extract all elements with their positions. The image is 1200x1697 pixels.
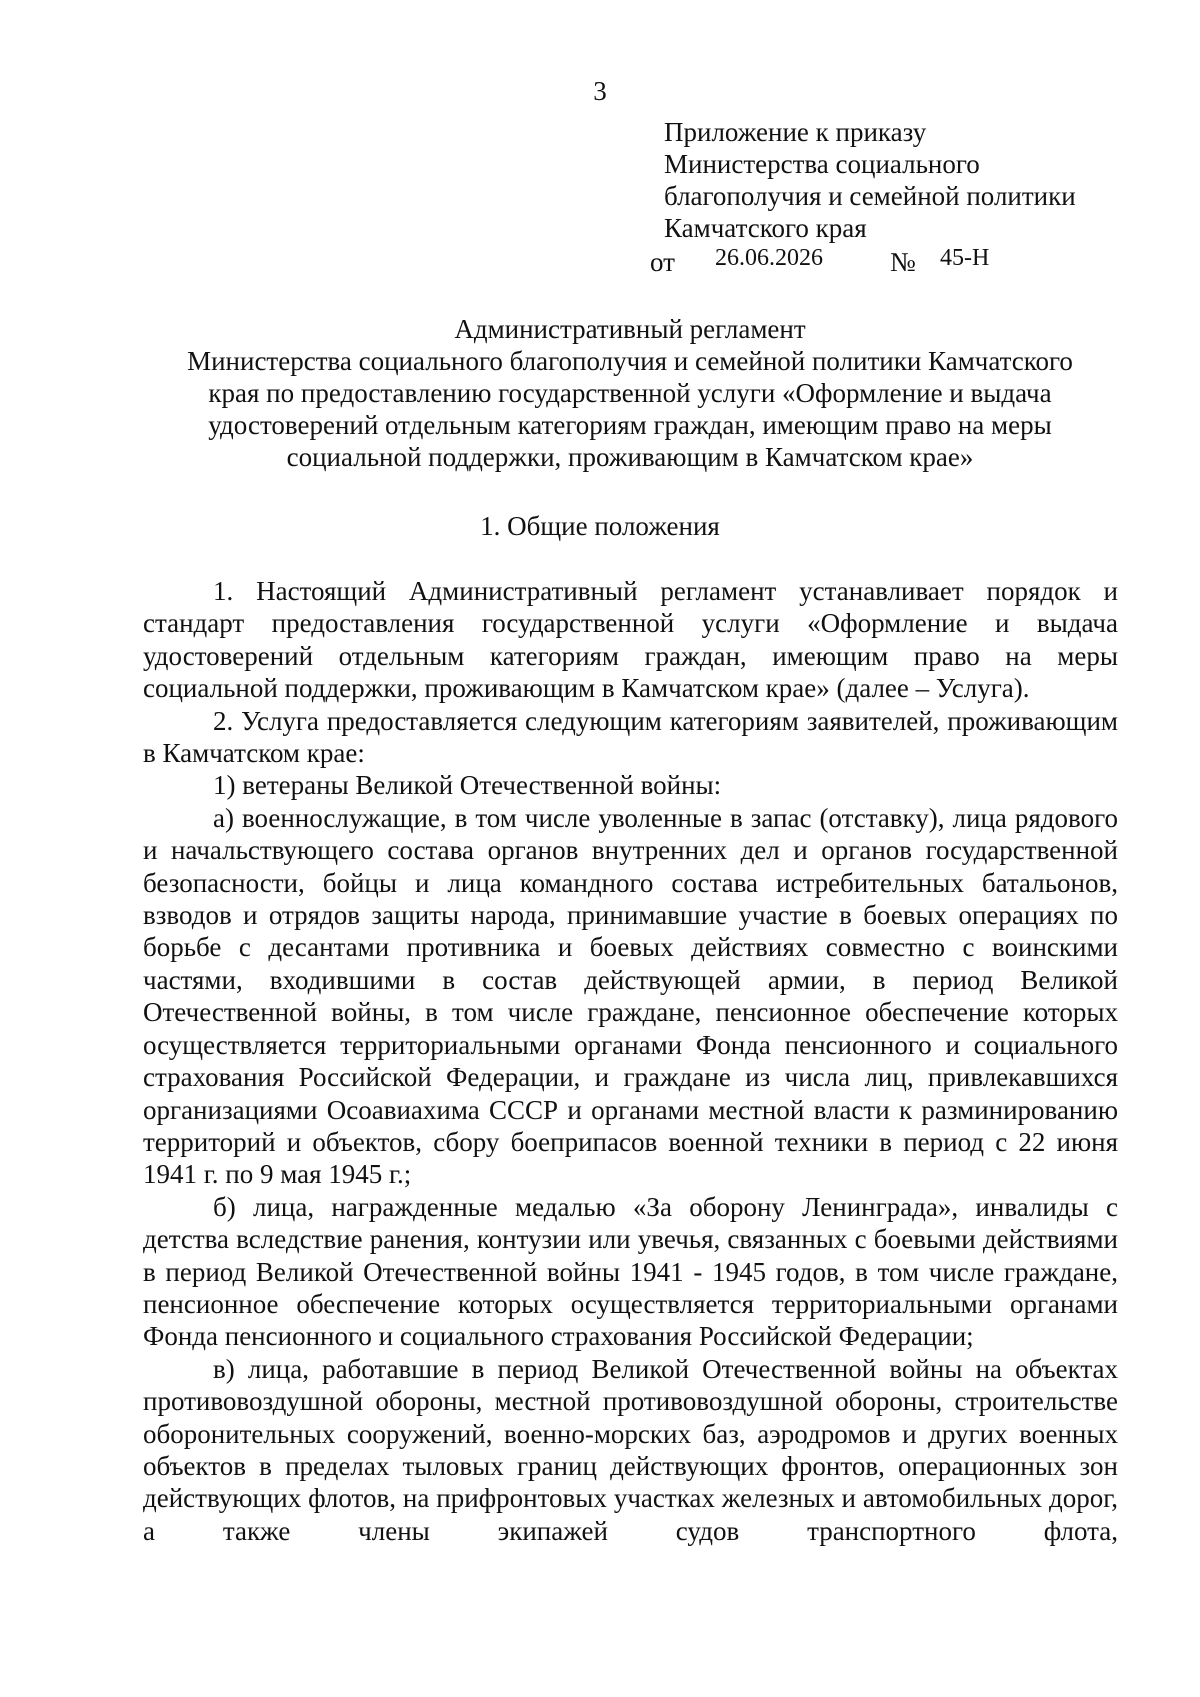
- paragraph-2: 2. Услуга предоставляется следующим категориям заявителей, проживающим в Камчатском крае:: [143, 705, 1118, 769]
- appendix-line: благополучия и семейной политики: [664, 181, 1076, 211]
- paragraph-1: 1. Настоящий Административный регламент устанавливает порядок и стандарт предоставления государственной услуги «Оформление и выдача удостоверений отдельным категориям граждан, имеющим право на меры социальной поддержки, проживающим в Камчатском крае» (далее – Услуга).: [143, 576, 1118, 704]
- title-line: социальной поддержки, проживающим в Камчатском крае»: [286, 442, 974, 472]
- order-reference: [650, 246, 1010, 278]
- section-heading: 1. Общие положения: [480, 511, 720, 541]
- page-number: 3: [593, 76, 607, 106]
- title-line: Административный регламент: [454, 314, 806, 344]
- paragraph-2-item-1b: б) лица, награжденные медалью «За оборону Ленинграда», инвалиды с детства вследствие ранения, контузии или увечья, связанных с боевыми действиями в период Великой Отечественной войны 1941 - 1945 годов, в том числе граждане, пенсионное обеспечение которых осуществляется территориальными органами Фонда пенсионного и социального страхования Российской Федерации;: [143, 1191, 1118, 1352]
- title-line: удостоверений отдельным категориям граждан, имеющим право на меры: [208, 410, 1052, 440]
- title-line: Министерства социального благополучия и семейной политики Камчатского: [187, 346, 1073, 376]
- paragraph-2-item-1a: а) военнослужащие, в том числе уволенные в запас (отставку), лица рядового и начальствующего состава органов внутренних дел и органов государственной безопасности, бойцы и лица командного состава истребительных батальонов, взводов и отрядов защиты народа, принимавшие участие в боевых операциях по борьбе с десантами противника и боевых действиях совместно с воинскими частями, входившими в состав действующей армии, в период Великой Отечественной войны, в том числе граждане, пенсионное обеспечение которых осуществляется территориальными органами Фонда пенсионного и социального страхования Российской Федерации, и граждане из числа лиц, привлекавшихся организациями Осоавиахима СССР и органами местной власти к разминированию территорий и объектов, сбору боеприпасов военной техники в период с 22 июня 1941 г. по 9 мая 1945 г.;: [143, 802, 1118, 1190]
- title-line: края по предоставлению государственной услуги «Оформление и выдача: [208, 378, 1052, 408]
- order-number-sign: №: [890, 247, 916, 277]
- document-title: [150, 313, 1110, 473]
- paragraph-2-item-1c: в) лица, работавшие в период Великой Отечественной войны на объектах противовоздушной обороны, местной противовоздушной обороны, строительстве оборонительных сооружений, военно-морских баз, аэродромов и других военных объектов в пределах тыловых границ действующих фронтов, операционных зон действующих флотов, на прифронтовых участках железных и автомобильных дорог, а также члены экипажей судов транспортного флота,: [143, 1353, 1118, 1546]
- body-text: [143, 575, 1118, 1547]
- appendix-line: Министерства социального: [664, 149, 980, 179]
- order-date: 26.06.2026: [715, 245, 823, 271]
- paragraph-2-item-1: 1) ветераны Великой Отечественной войны:: [213, 770, 722, 801]
- order-from-label: от: [650, 247, 675, 277]
- appendix-header: [664, 116, 1076, 244]
- order-number: 45-Н: [940, 245, 990, 271]
- appendix-line: Приложение к приказу: [664, 117, 927, 147]
- appendix-line: Камчатского края: [664, 213, 867, 243]
